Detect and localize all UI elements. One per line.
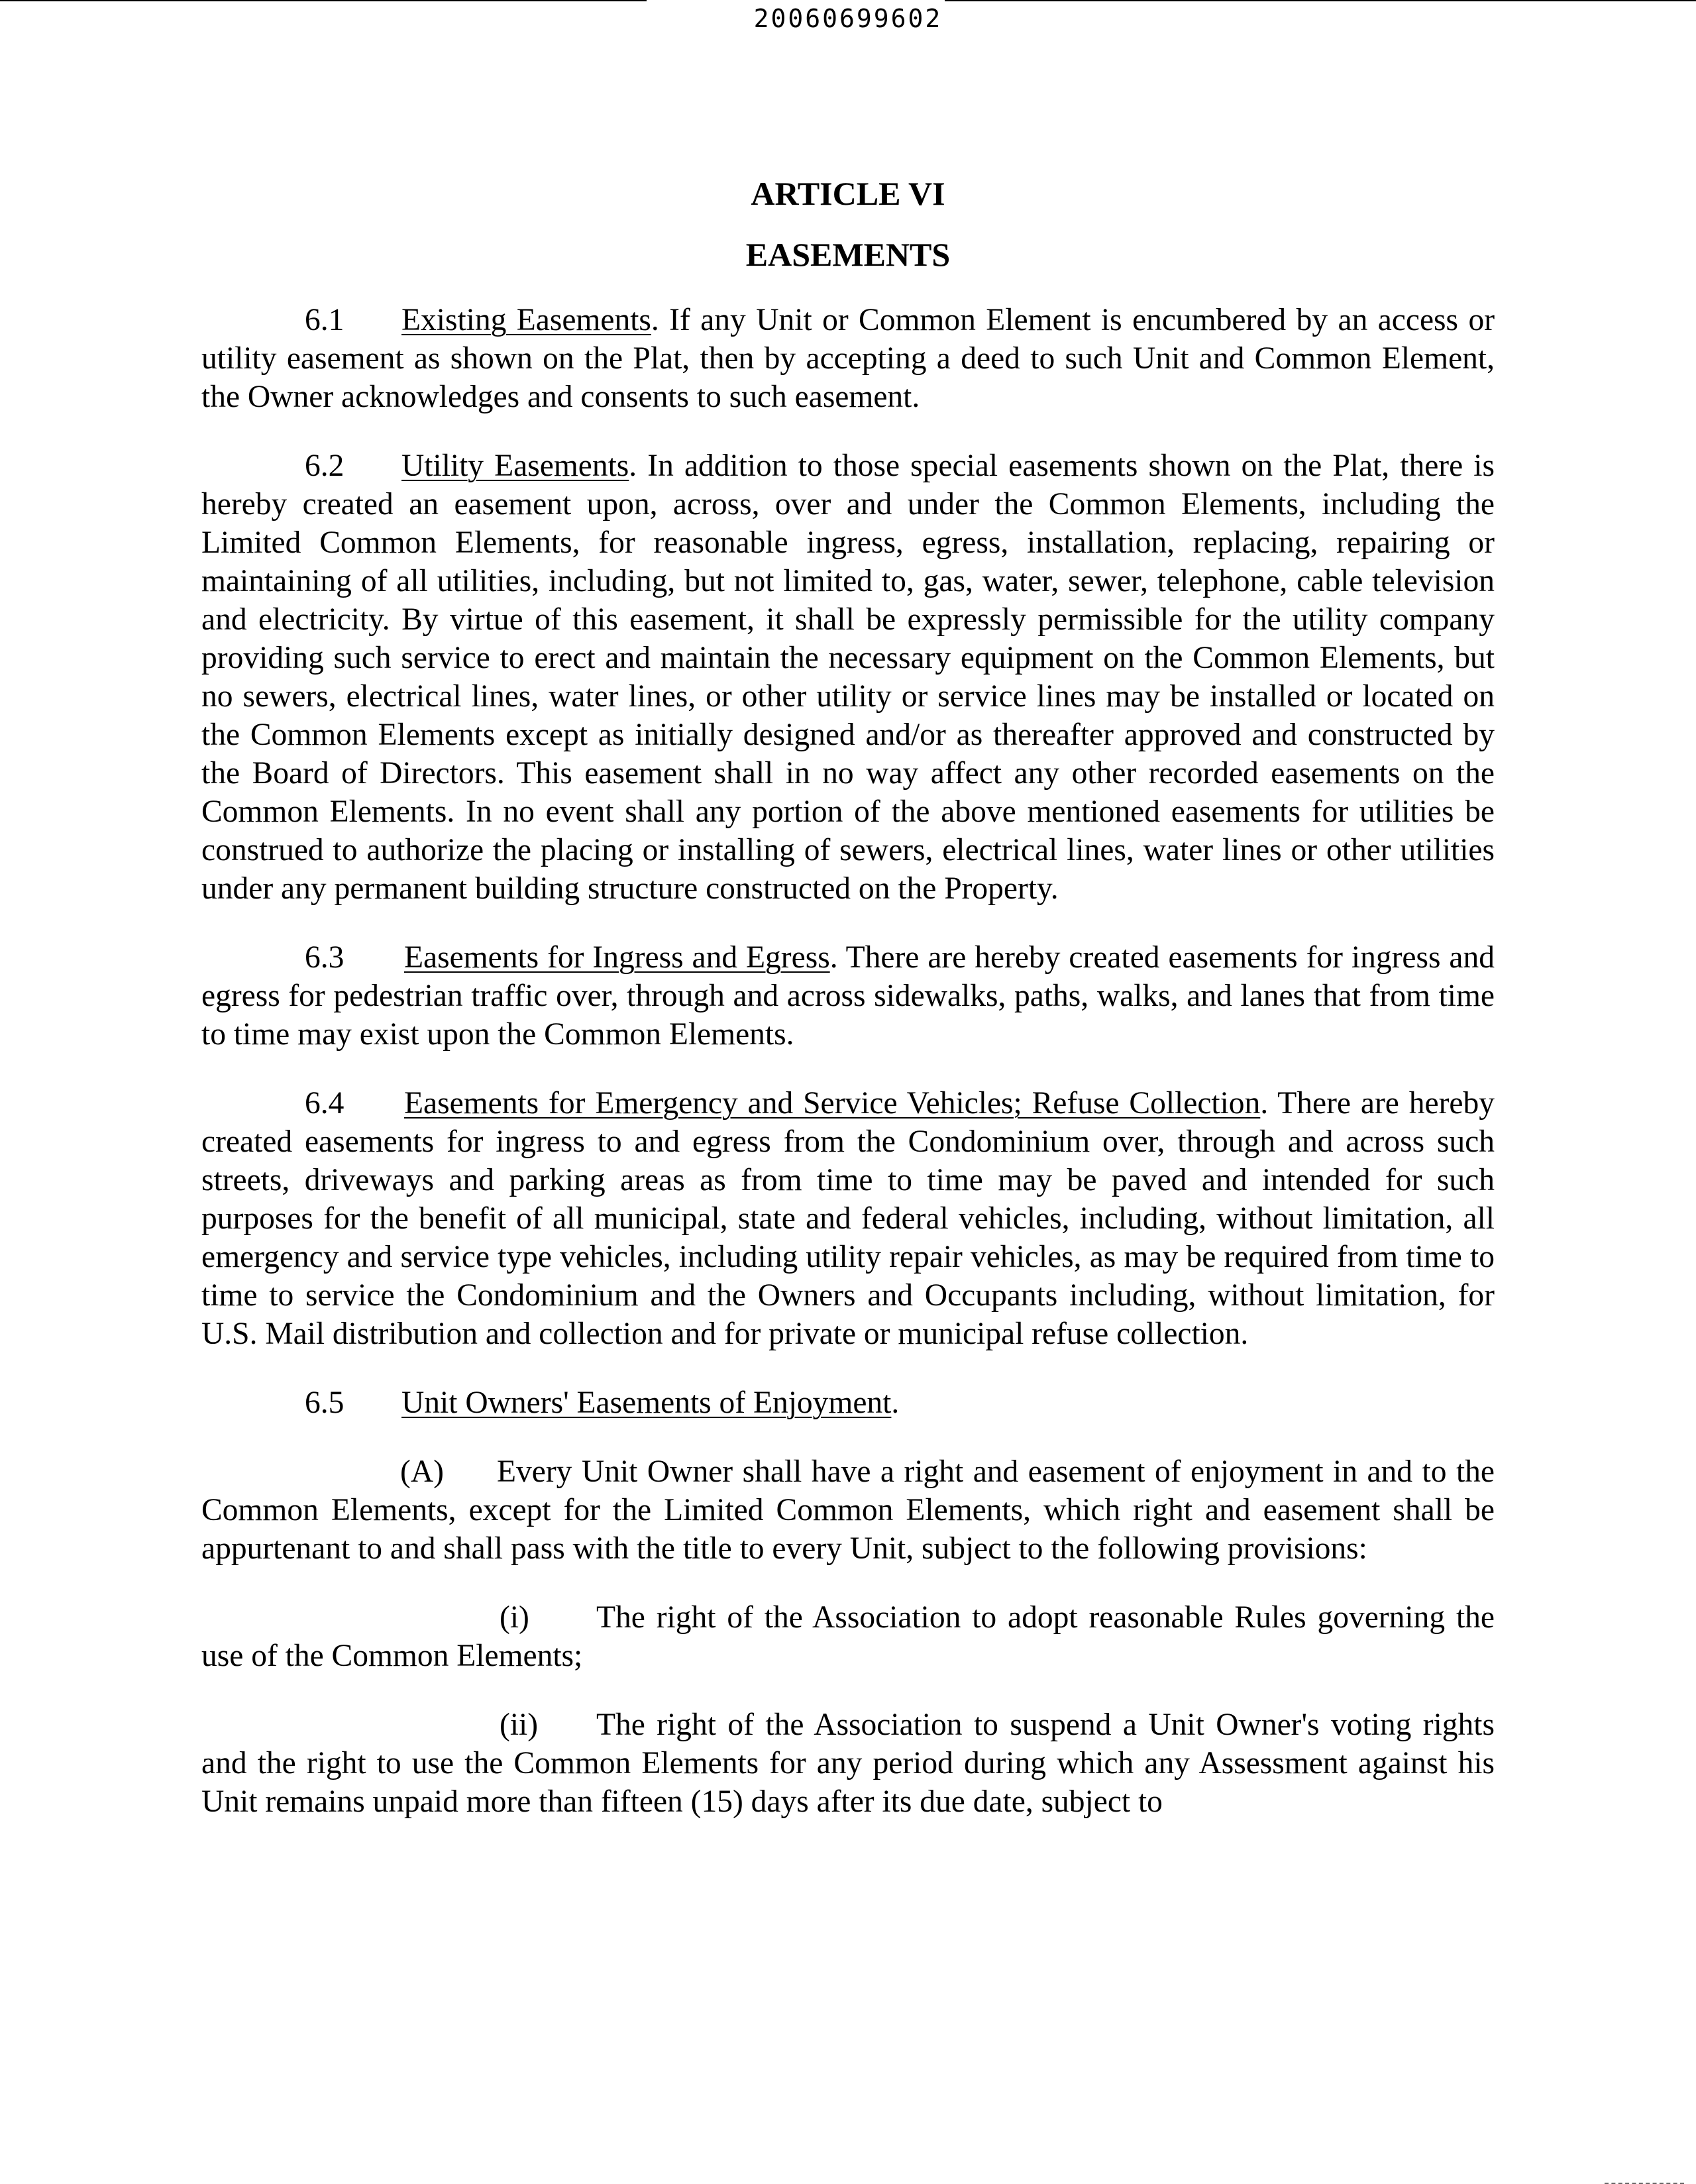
section-text: . There are hereby created easements for ingress to and egress from the Condominium over, through and across such streets, driveways and parking areas as from time to time may be paved and intended for such purposes for the benefit of all municipal, state and federal vehicles, including, without limitation, all emergency and service type vehicles, including utility repair vehicles, as may be required from time to time to service the Condominium and the Owners and Occupants including, without limitation, for U.S. Mail distribution and collection and for private or municipal refuse collection.: [201, 1086, 1495, 1351]
subsection-text: Every Unit Owner shall have a right and easement of enjoyment in and to the Common Elements, except for the Limited Common Elements, which right and easement shall be appurtenant to and shall pass with the title to every Unit, subject to the following provisions:: [201, 1454, 1495, 1566]
section-6-2: [201, 447, 1495, 908]
section-number: 6.5: [305, 1386, 344, 1420]
top-rule-left: [0, 0, 647, 1]
section-number: 6.2: [305, 449, 344, 483]
item-text: The right of the Association to adopt reasonable Rules governing the use of the Common Elements;: [201, 1600, 1495, 1673]
item-text: The right of the Association to suspend a Unit Owner's voting rights and the right to use the Common Elements for any period during which any Assessment against his Unit remains unpaid more than fifteen (15) days after its due date, subject to: [201, 1708, 1495, 1819]
subsection-a: [201, 1452, 1495, 1568]
section-number: 6.1: [305, 303, 344, 337]
article-title: EASEMENTS: [745, 236, 951, 273]
item-label: (ii): [500, 1708, 539, 1742]
item-i: [201, 1598, 1495, 1675]
section-heading: Existing Easements: [401, 303, 651, 337]
section-text: . In addition to those special easements shown on the Plat, there is hereby created an easement upon, across, over and under the Common Elements, including the Limited Common Elements, for reasonable ingress, egress, installation, replacing, repairing or maintaining of all utilities, including, but not limited to, gas, water, sewer, telephone, cable television and electricity. By virtue of this easement, it shall be expressly permissible for the utility company providing such service to erect and maintain the necessary equipment on the Common Elements, but no sewers, electrical lines, water lines, or other utility or service lines may be installed or located on the Common Elements except as initially designed and/or as thereafter approved and constructed by the Board of Directors. This easement shall in no way affect any other recorded easements on the Common Elements. In no event shall any portion of the above mentioned easements for utilities be construed to authorize the placing or installing of sewers, electrical lines, water lines or other utilities under any permanent building structure constructed on the Property.: [201, 449, 1495, 906]
section-heading: Easements for Emergency and Service Vehicles; Refuse Collection: [404, 1086, 1261, 1120]
section-6-4: [201, 1084, 1495, 1353]
section-number: 6.3: [305, 940, 344, 975]
section-heading: Utility Easements: [401, 449, 629, 483]
section-text: .: [891, 1386, 900, 1420]
section-text: . If any Unit or Common Element is encumbered by an access or utility easement as shown on the Plat, then by accepting a deed to such Unit and Common Element, the Owner acknowledges and consents to such easement.: [201, 303, 1495, 414]
section-6-3: [201, 938, 1495, 1054]
item-ii: [201, 1706, 1495, 1821]
section-6-1: [201, 301, 1495, 416]
subsection-label: (A): [400, 1454, 444, 1489]
section-number: 6.4: [305, 1086, 344, 1120]
section-heading: Unit Owners' Easements of Enjoyment: [401, 1386, 892, 1420]
top-rule-right: [945, 0, 1696, 1]
section-text: . There are hereby created easements for ingress and egress for pedestrian traffic over, through and across sidewalks, paths, walks, and lanes that from time to time may exist upon the Common Elements.: [201, 940, 1495, 1052]
article-heading: ARTICLE VI: [751, 175, 945, 212]
item-label: (i): [500, 1600, 529, 1635]
section-heading: Easements for Ingress and Egress: [404, 940, 830, 975]
document-number: 20060699602: [753, 4, 943, 33]
document-body: [201, 174, 1495, 1821]
section-6-5: [201, 1384, 1495, 1422]
